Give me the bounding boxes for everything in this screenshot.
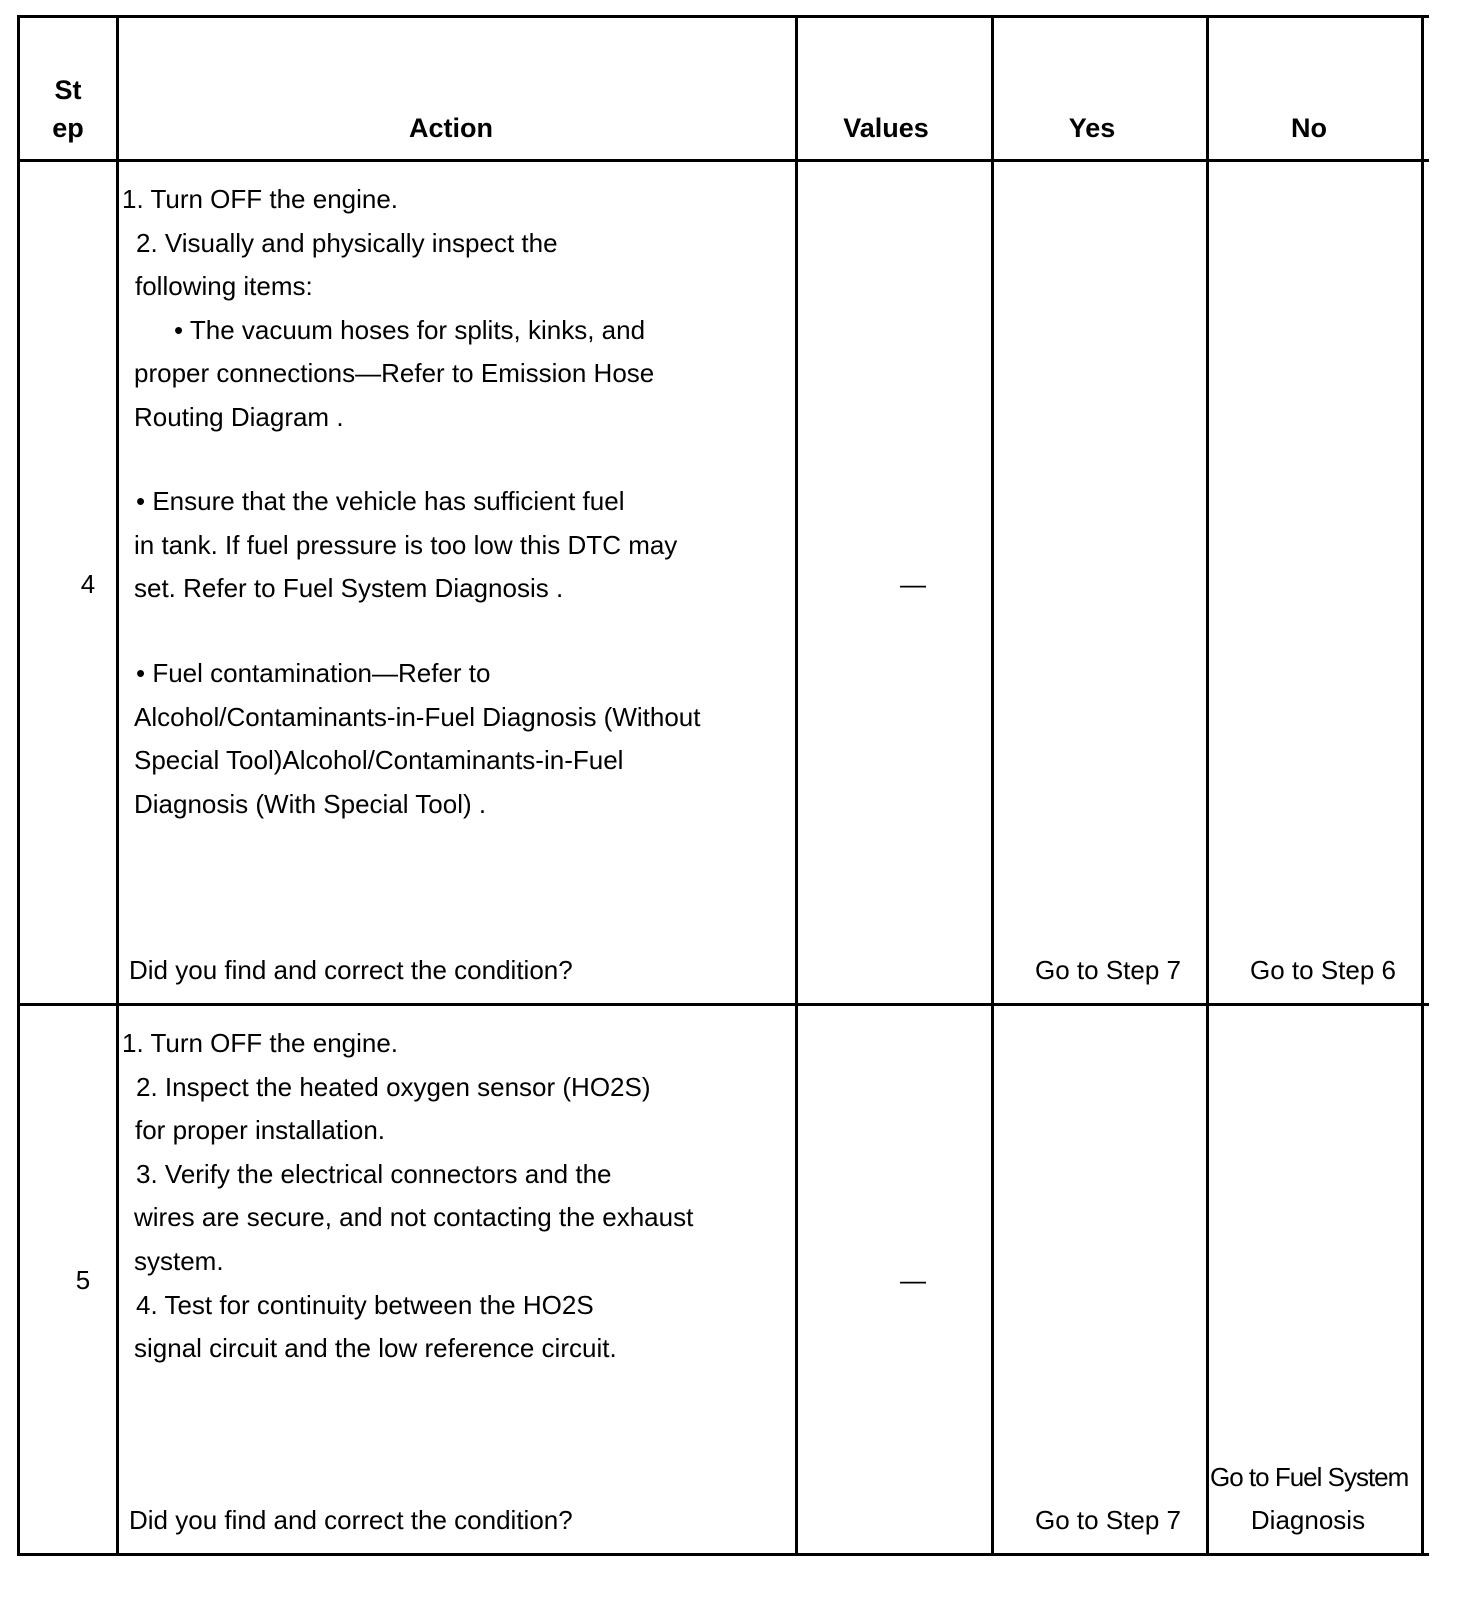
action-line: 1. Turn OFF the engine. (122, 184, 399, 214)
header-no: No (1291, 113, 1327, 143)
no-cell-line2: Diagnosis (1250, 1505, 1366, 1535)
action-line: 2. Inspect the heated oxygen sensor (HO2S) (136, 1072, 651, 1102)
action-line: • Fuel contamination—Refer to (136, 658, 491, 688)
header-step-line1: St (54, 75, 82, 105)
table-border-top (17, 15, 1429, 18)
action-question: Did you find and correct the condition? (129, 955, 573, 985)
action-line: 3. Verify the electrical connectors and the (136, 1159, 612, 1189)
header-divider (17, 159, 1429, 162)
action-line: proper connections—Refer to Emission Hose (134, 358, 655, 388)
table-border-right (1421, 15, 1424, 1556)
action-line: signal circuit and the low reference circuit. (134, 1333, 617, 1363)
action-line: Alcohol/Contaminants-in-Fuel Diagnosis (Without (134, 702, 701, 732)
row-divider (17, 1003, 1429, 1006)
no-cell: Go to Step 6 (1250, 955, 1396, 985)
header-action: Action (409, 113, 493, 143)
yes-cell: Go to Step 7 (1035, 1505, 1181, 1535)
action-line: following items: (135, 271, 313, 301)
action-line: 1. Turn OFF the engine. (122, 1028, 399, 1058)
yes-cell: Go to Step 7 (1035, 955, 1181, 985)
no-cell: Go to Fuel System (1210, 1462, 1409, 1492)
action-line: 4. Test for continuity between the HO2S (136, 1290, 594, 1320)
values-cell: — (900, 1265, 926, 1295)
action-line: Special Tool)Alcohol/Contaminants-in-Fuel (134, 745, 624, 775)
step-number: 5 (75, 1265, 91, 1295)
values-cell: — (900, 569, 926, 599)
action-line: • The vacuum hoses for splits, kinks, and (174, 315, 646, 345)
action-line: in tank. If fuel pressure is too low this DTC may (134, 530, 678, 560)
action-line: Diagnosis (With Special Tool) . (134, 789, 487, 819)
action-line: system. (134, 1246, 224, 1276)
step-number: 4 (80, 569, 96, 599)
column-divider-action (116, 15, 119, 1556)
action-line: set. Refer to Fuel System Diagnosis . (134, 573, 564, 603)
table-border-left (17, 15, 20, 1556)
action-line: wires are secure, and not contacting the exhaust (134, 1202, 694, 1232)
action-question: Did you find and correct the condition? (129, 1505, 573, 1535)
action-line: 2. Visually and physically inspect the (136, 228, 558, 258)
action-line: • Ensure that the vehicle has sufficient fuel (136, 486, 625, 516)
table-border-bottom (17, 1553, 1429, 1556)
action-line: Routing Diagram . (134, 402, 344, 432)
column-divider-yes (991, 15, 994, 1556)
column-divider-no (1206, 15, 1209, 1556)
header-values: Values (843, 113, 929, 143)
header-step-line2: ep (52, 113, 84, 143)
column-divider-values (795, 15, 798, 1556)
header-yes: Yes (1068, 113, 1116, 143)
action-line: for proper installation. (135, 1115, 386, 1145)
